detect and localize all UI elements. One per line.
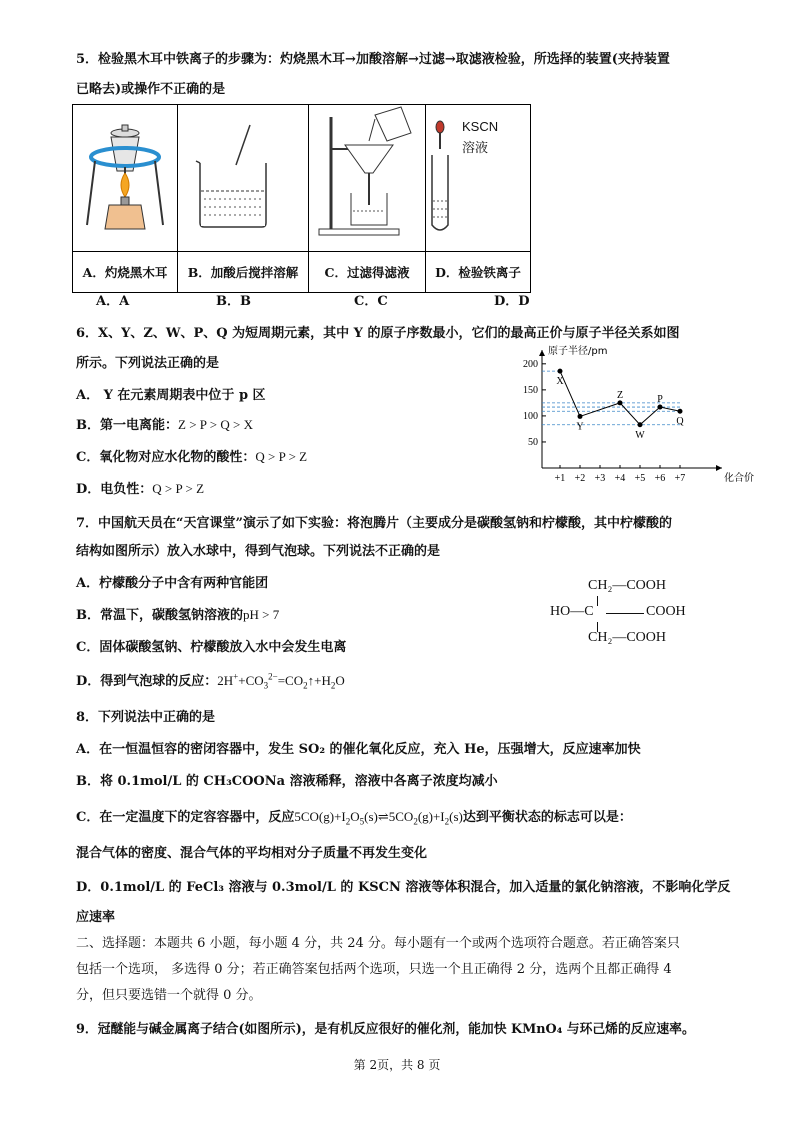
struct-top: CH₂—COOH [588,578,666,593]
data-point-z [618,400,623,405]
q5-stem-line2: 已略去)或操作不正确的是 [76,82,226,97]
struct-bond [606,613,644,614]
q8-option-c-prefix: C．在一定温度下的定容容器中，反应 [76,810,295,825]
data-label-p: P [657,394,663,406]
radius-valence-chart [512,344,754,490]
cell-label-a: A．灼烧黑木耳 [73,252,178,293]
q6-option-d-prefix: D．电负性： [76,482,153,497]
q8-option-c-line2: 混合气体的密度、混合气体的平均相对分子质量不再发生变化 [76,846,428,861]
q5-option-c: C．C [354,294,388,309]
x-axis-arrow [716,465,722,471]
solution-label: 溶液 [462,141,489,156]
x-tick-label: +1 [554,473,566,484]
cell-label-d: D．检验铁离子 [426,252,531,293]
q8-option-c-suffix: 达到平衡状态的标志可以是： [462,810,632,825]
x-axis-label: 化合价 [724,473,754,484]
x-tick-label: +3 [594,473,606,484]
q7-option-d-prefix: D．得到气泡球的反应： [76,674,218,689]
x-tick-label: +2 [574,473,586,484]
struct-mid-right: COOH [646,604,686,619]
data-point-x [558,369,563,374]
q6-option-c-prefix: C．氧化物对应水化物的酸性： [76,450,256,465]
q7-option-d [76,670,345,691]
q7-option-b [76,604,279,623]
data-label-w: W [635,429,645,441]
q6-option-c [76,446,307,465]
q8-stem: 8．下列说法中正确的是 [76,710,216,725]
data-point-y [578,414,583,419]
q8-option-a: A．在一恒温恒容的密闭容器中，发生 SO₂ 的催化氧化反应，充入 He，压强增大，反应速率加快 [76,742,641,757]
q6-option-d [76,478,204,497]
q5-stem-line1: 5．检验黑木耳中铁离子的步骤为：灼烧黑木耳→加酸溶解→过滤→取滤液检验，所选择的装置(夹持装置 [76,52,670,67]
data-point-w [638,422,643,427]
q6-option-d-formula: Q > P > Z [152,481,205,496]
q6-stem-line2: 所示。下列说法正确的是 [76,356,220,371]
y-axis-arrow [539,350,545,356]
q7-option-a: A．柠檬酸分子中含有两种官能团 [76,576,269,591]
filter-funnel-stand-icon [309,105,425,247]
struct-bond-down [597,622,598,632]
q6-option-a: A． Y 在元素周期表中位于 p 区 [76,388,266,403]
cell-label-c: C．过滤得滤液 [309,252,426,293]
y-tick-label: 150 [523,384,538,396]
section2-line1: 二、选择题：本题共 6 小题，每小题 4 分，共 24 分。每小题有一个或两个选项符合题意。若正确答案只 [76,936,680,951]
q7-option-b-formula: pH > 7 [243,607,280,622]
q8-option-b: B．将 0.1mol/L 的 CH₃COONa 溶液稀释，溶液中各离子浓度均减小 [76,774,498,789]
q7-option-c: C．固体碳酸氢钠、柠檬酸放入水中会发生电离 [76,640,347,655]
y-axis-label: 原子半径/pm [548,346,608,357]
data-label-y: Y [576,421,584,433]
data-point-p [658,405,663,410]
x-tick-label: +5 [634,473,646,484]
x-tick-label: +6 [654,473,666,484]
q6-option-b [76,414,253,433]
q6-option-b-prefix: B．第一电离能： [76,418,178,433]
q7-stem-line2: 结构如图所示）放入水球中，得到气泡球。下列说法不正确的是 [76,544,441,559]
q6-stem-line1: 6．X、Y、Z、W、P、Q 为短周期元素，其中 Y 的原子序数最小，它们的最高正价与原子半径关系如图 [76,326,680,341]
data-label-z: Z [616,389,624,401]
q7-option-b-prefix: B．常温下，碳酸氢钠溶液的 [76,608,243,623]
q6-option-c-formula: Q > P > Z [255,449,308,464]
q5-option-a: A．A [96,294,130,309]
page-footer: 第 2页，共 8 页 [353,1058,441,1072]
data-label-q: Q [676,416,684,428]
x-tick-label: +7 [674,473,686,484]
apparatus-d-testing [426,105,531,252]
q6-option-b-formula: Z > P > Q > X [178,417,253,432]
q8-option-d-line1: D．0.1mol/L 的 FeCl₃ 溶液与 0.3mol/L 的 KSCN 溶液等体积混合，加入适量的氯化钠溶液，不影响化学反 [76,880,731,895]
data-point-q [678,409,683,414]
section2-line3: 分，但只要选错一个就得 0 分。 [76,988,262,1003]
y-tick-label: 200 [523,358,538,370]
cell-label-b: B．加酸后搅拌溶解 [178,252,309,293]
q8-option-c-equation: $5CO(g)+I_2O_5(s)\rightleftharpoons 5CO_2(g)+I_2(s)$ [294,809,463,827]
apparatus-table [72,104,531,293]
q7-stem-line1: 7．中国航天员在“天宫课堂”演示了如下实验：将泡腾片（主要成分是碳酸氢钠和柠檬酸，其中柠檬酸的 [76,516,673,531]
x-tick-label: +4 [614,473,626,484]
q5-option-d: D．D [494,294,530,309]
q8-option-c [76,806,632,827]
struct-mid-left: HO—C [550,604,594,619]
crucible-burner-icon [73,105,177,247]
y-tick-label: 100 [523,410,538,422]
beaker-glass-rod-icon [178,105,308,247]
ksc-label: KSCN [462,119,499,134]
apparatus-a-burning [73,105,178,252]
apparatus-b-stirring [178,105,309,252]
y-tick-label: 50 [528,436,538,448]
struct-bond-up [597,596,598,606]
struct-bottom: CH₂—COOH [588,630,666,645]
q9-stem: 9．冠醚能与碱金属离子结合(如图所示)，是有机反应很好的催化剂，能加快 KMnO₄ 与环己烯的反应速率。 [76,1022,695,1037]
q8-option-d-line2: 应速率 [76,910,116,925]
q7-option-d-equation: $2H^++CO_3^{2-}=CO_2↑+H_2O$ [217,671,345,691]
section2-line2: 包括一个选项， 多选得 0 分；若正确答案包括两个选项，只选一个且正确得 2 分，选两个且都正确得 4 [76,962,672,977]
data-label-x: X [556,376,564,388]
q5-option-b: B．B [216,294,251,309]
apparatus-c-filtering [309,105,426,252]
